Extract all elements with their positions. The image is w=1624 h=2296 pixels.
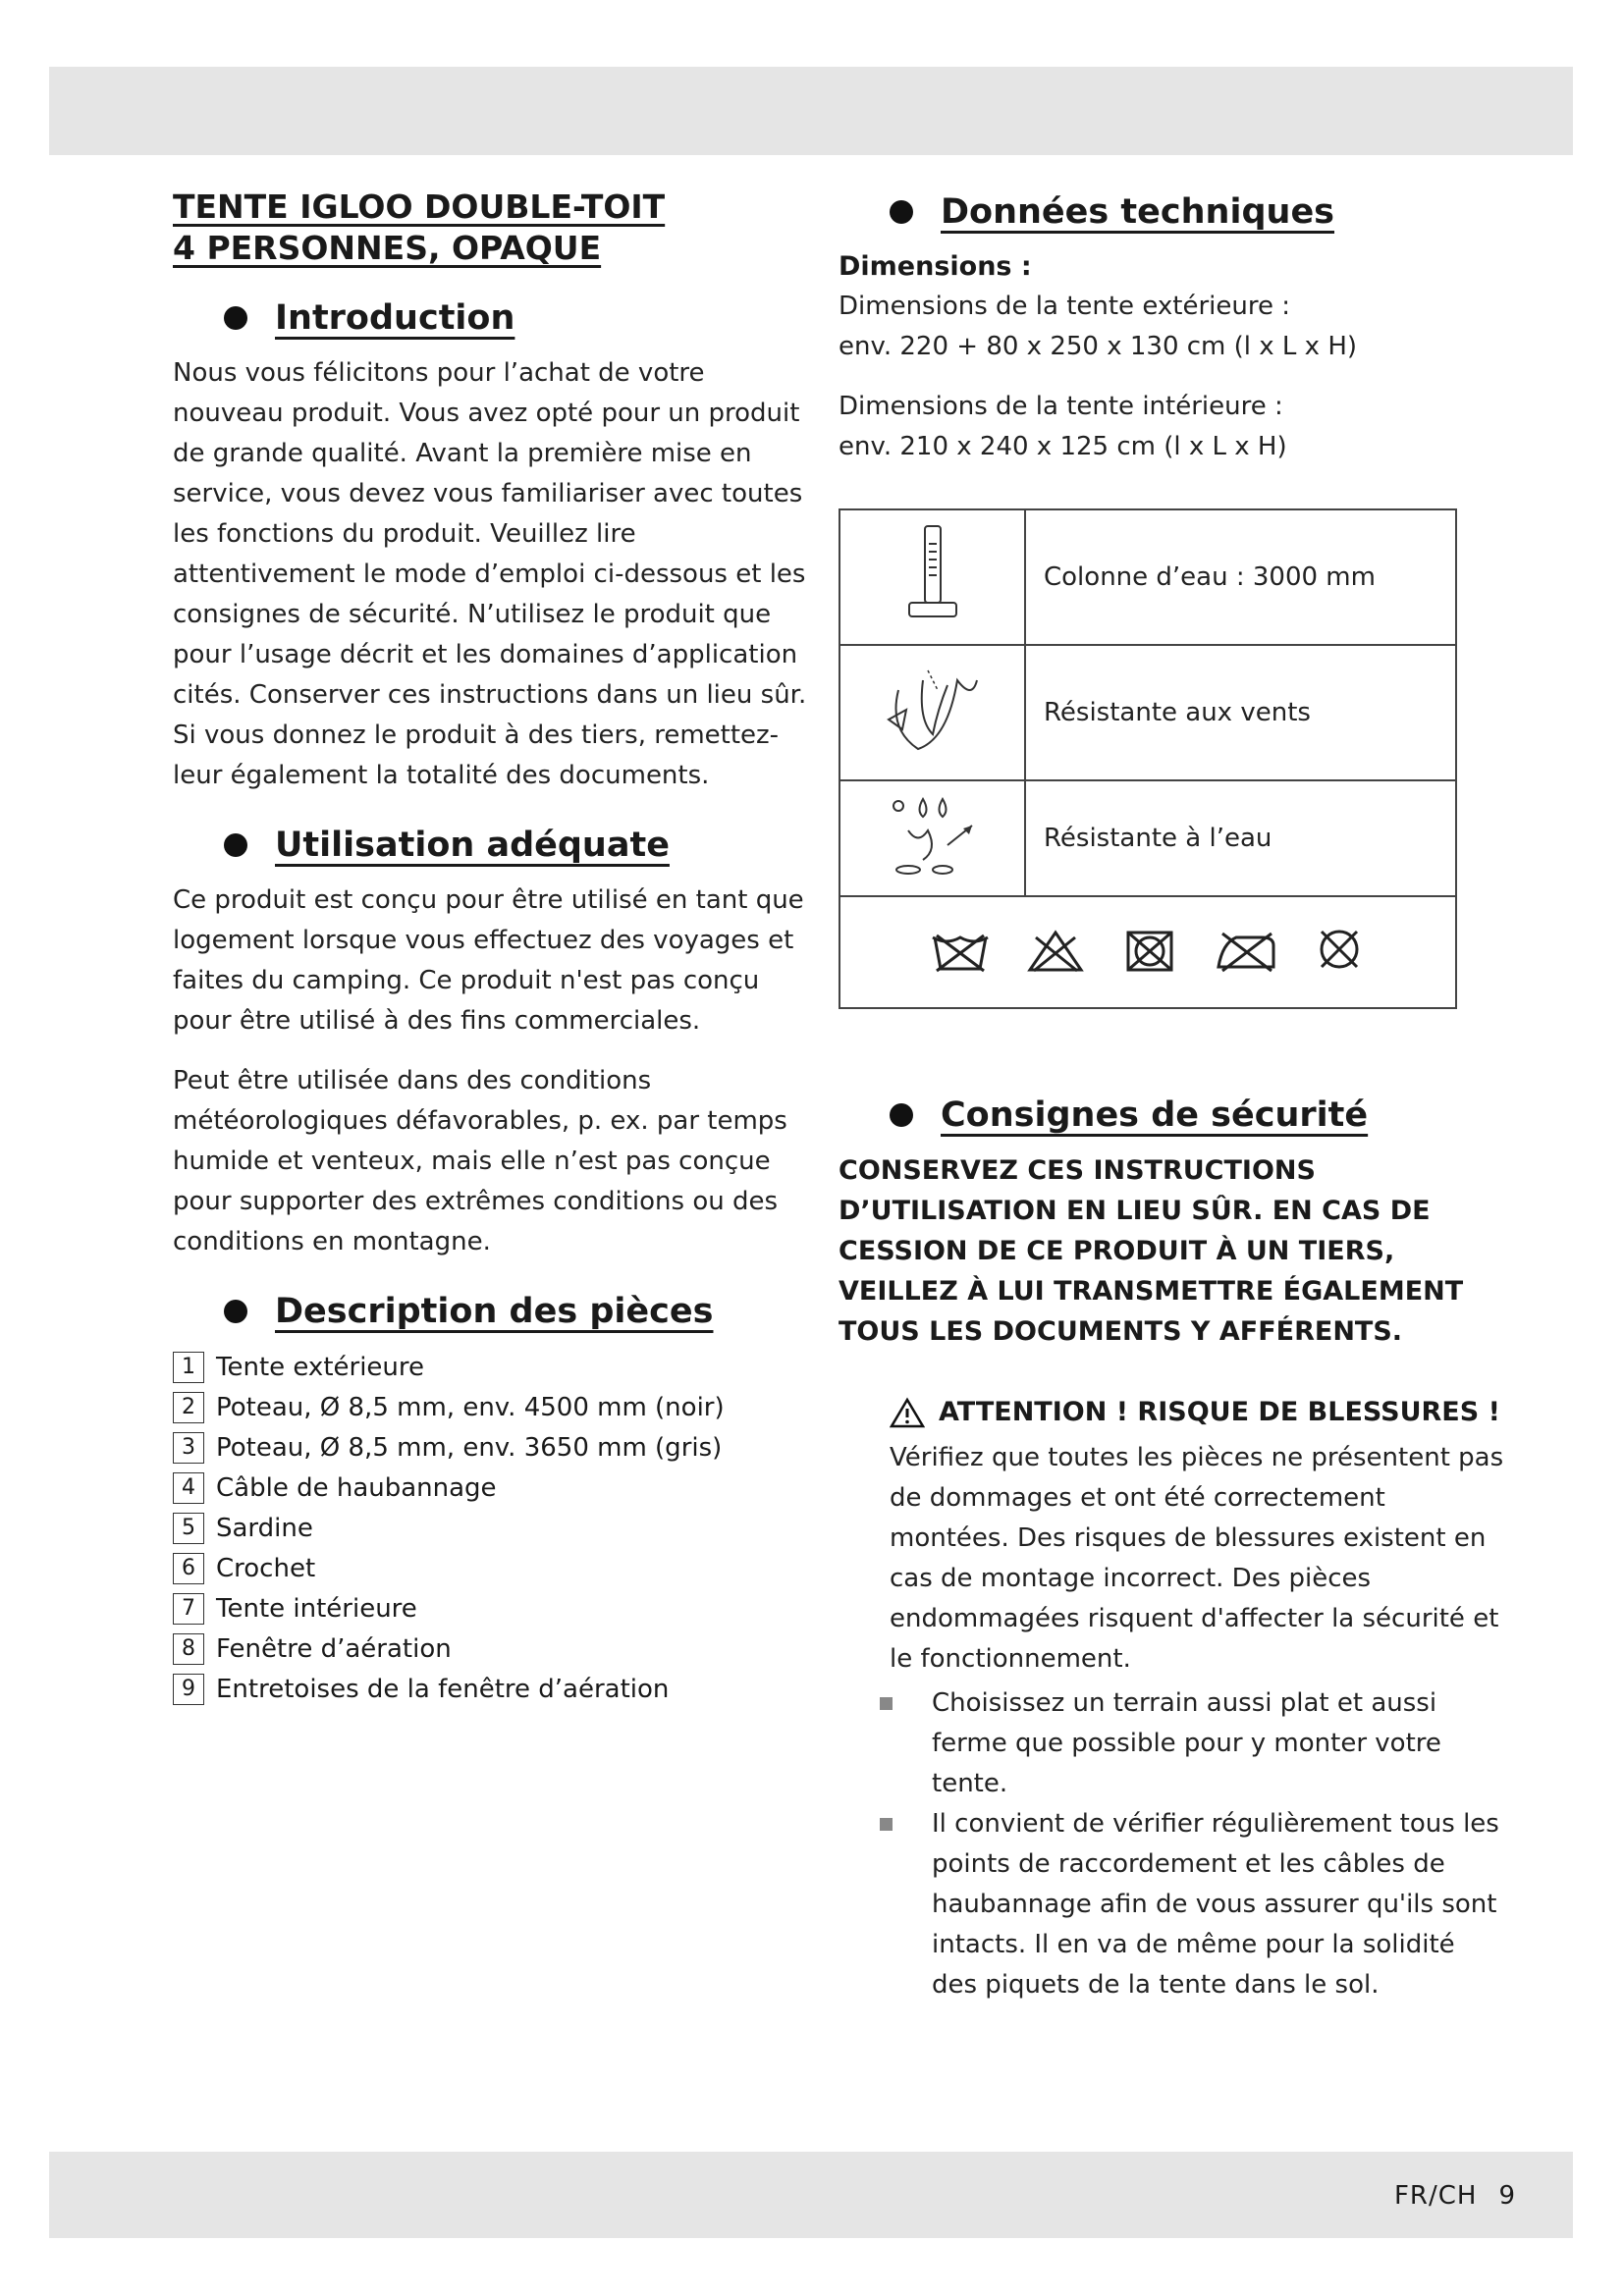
list-item: 9 Entretoises de la fenêtre d’aération bbox=[173, 1669, 811, 1709]
header-band bbox=[49, 67, 1573, 155]
attention-text: Vérifiez que toutes les pièces ne présentent pas de dommages et ont été correctement montées. Des risques de blessures existent en cas de montage incorrect. Des pièces endommagées risquent d'affecter la sécurité et le fonctionnement. bbox=[890, 1443, 1504, 1674]
no-tumble-dry-icon bbox=[1120, 930, 1179, 973]
footer-band bbox=[49, 2152, 1573, 2238]
square-bullet-icon bbox=[880, 1818, 893, 1831]
spec-text: Résistante aux vents bbox=[1025, 645, 1456, 780]
inner-dimensions: Dimensions de la tente intérieure : env. 210 x 240 x 125 cm (l x L x H) bbox=[839, 392, 1287, 461]
title-line-1: TENTE IGLOO DOUBLE-TOIT bbox=[173, 187, 666, 226]
page-title bbox=[173, 187, 811, 269]
usage-text-2: Peut être utilisée dans des conditions météorologiques défavorables, p. ex. par temps humide et venteux, mais elle n’est pas conçue pour supporter des extrêmes conditions ou des conditions en montagne. bbox=[173, 1066, 787, 1256]
no-dry-clean-icon bbox=[1314, 926, 1365, 973]
language-code: FR/CH bbox=[1393, 2181, 1478, 2211]
parts-list bbox=[173, 1347, 811, 1709]
bullet-dot-icon bbox=[890, 200, 913, 224]
page-number: 9 bbox=[1498, 2181, 1516, 2211]
usage-heading: Utilisation adéquate bbox=[173, 816, 811, 875]
dimensions-label: Dimensions : bbox=[839, 251, 1032, 282]
tech-data-heading: Données techniques bbox=[839, 183, 1506, 241]
title-line-2: 4 PERSONNES, OPAQUE bbox=[173, 229, 602, 267]
left-column bbox=[173, 187, 811, 1709]
square-bullet-icon bbox=[880, 1697, 893, 1710]
bullet-dot-icon bbox=[224, 833, 247, 857]
parts-heading: Description des pièces bbox=[173, 1282, 811, 1341]
no-bleach-icon bbox=[1026, 930, 1085, 973]
list-item: 5 Sardine bbox=[173, 1508, 811, 1548]
attention-block bbox=[839, 1391, 1506, 1680]
attention-title: ATTENTION ! RISQUE DE BLESSURES ! bbox=[890, 1391, 1506, 1434]
spec-text: Colonne d’eau : 3000 mm bbox=[1025, 509, 1456, 645]
bullet-dot-icon bbox=[224, 1300, 247, 1323]
list-item: 3 Poteau, Ø 8,5 mm, env. 3650 mm (gris) bbox=[173, 1427, 811, 1468]
list-item: 7 Tente intérieure bbox=[173, 1588, 811, 1629]
introduction-heading: Introduction bbox=[173, 289, 811, 347]
introduction-text: Nous vous félicitons pour l’achat de votre nouveau produit. Vous avez opté pour un produit de grande qualité. Avant la première mise en service, vous devez vous familiariser avec toutes les fonctions du produit. Veuillez lire attentivement le mode d’emploi ci-dessous et les consignes de sécurité. N’utilisez le produit que pour l’usage décrit et les domaines d’application cités. Conserver ces instructions dans un lieu sûr. Si vous donnez le produit à des tiers, remettez-leur également la totalité des documents. bbox=[173, 358, 807, 790]
list-item: 4 Câble de haubannage bbox=[173, 1468, 811, 1508]
bullet-dot-icon bbox=[224, 306, 247, 330]
wind-icon bbox=[839, 645, 1025, 780]
water-drops-icon bbox=[839, 780, 1025, 896]
list-item: 1 Tente extérieure bbox=[173, 1347, 811, 1387]
specs-table bbox=[839, 508, 1457, 1009]
page-footer bbox=[1394, 2181, 1516, 2211]
list-item: 6 Crochet bbox=[173, 1548, 811, 1588]
spec-text: Résistante à l’eau bbox=[1025, 780, 1456, 896]
usage-text-1: Ce produit est conçu pour être utilisé en tant que logement lorsque vous effectuez des voyages et faites du camping. Ce produit n'est pas conçu pour être utilisé à des fins commerciales. bbox=[173, 885, 804, 1036]
thermometer-icon bbox=[839, 509, 1025, 645]
no-wash-icon bbox=[931, 930, 990, 973]
no-iron-icon bbox=[1215, 930, 1277, 973]
right-column bbox=[839, 187, 1506, 2005]
list-item: Choisissez un terrain aussi plat et aussi ferme que possible pour y monter votre tente. bbox=[839, 1683, 1506, 1804]
safety-heading: Consignes de sécurité bbox=[839, 1086, 1506, 1145]
list-item: Il convient de vérifier régulièrement tous les points de raccordement et les câbles de haubannage afin de vous assurer qu'ils sont intacts. Il en va de même pour la solidité des piquets de la tente dans le sol. bbox=[839, 1804, 1506, 2005]
bullet-dot-icon bbox=[890, 1103, 913, 1127]
table-row bbox=[839, 509, 1456, 645]
list-item: 8 Fenêtre d’aération bbox=[173, 1629, 811, 1669]
table-row bbox=[839, 780, 1456, 896]
table-row bbox=[839, 645, 1456, 780]
outer-dimensions: Dimensions de la tente extérieure : env. 220 + 80 x 250 x 130 cm (l x L x H) bbox=[839, 292, 1358, 361]
warning-triangle-icon bbox=[890, 1397, 925, 1428]
safety-caps-text: CONSERVEZ CES INSTRUCTIONS D’UTILISATION EN LIEU SÛR. EN CAS DE CESSION DE CE PRODUIT À UN TIERS, VEILLEZ À LUI TRANSMETTRE ÉGALEMENT TOUS LES DOCUMENTS Y AFFÉRENTS. bbox=[839, 1155, 1464, 1347]
care-symbols-row bbox=[839, 896, 1456, 1008]
list-item: 2 Poteau, Ø 8,5 mm, env. 4500 mm (noir) bbox=[173, 1387, 811, 1427]
